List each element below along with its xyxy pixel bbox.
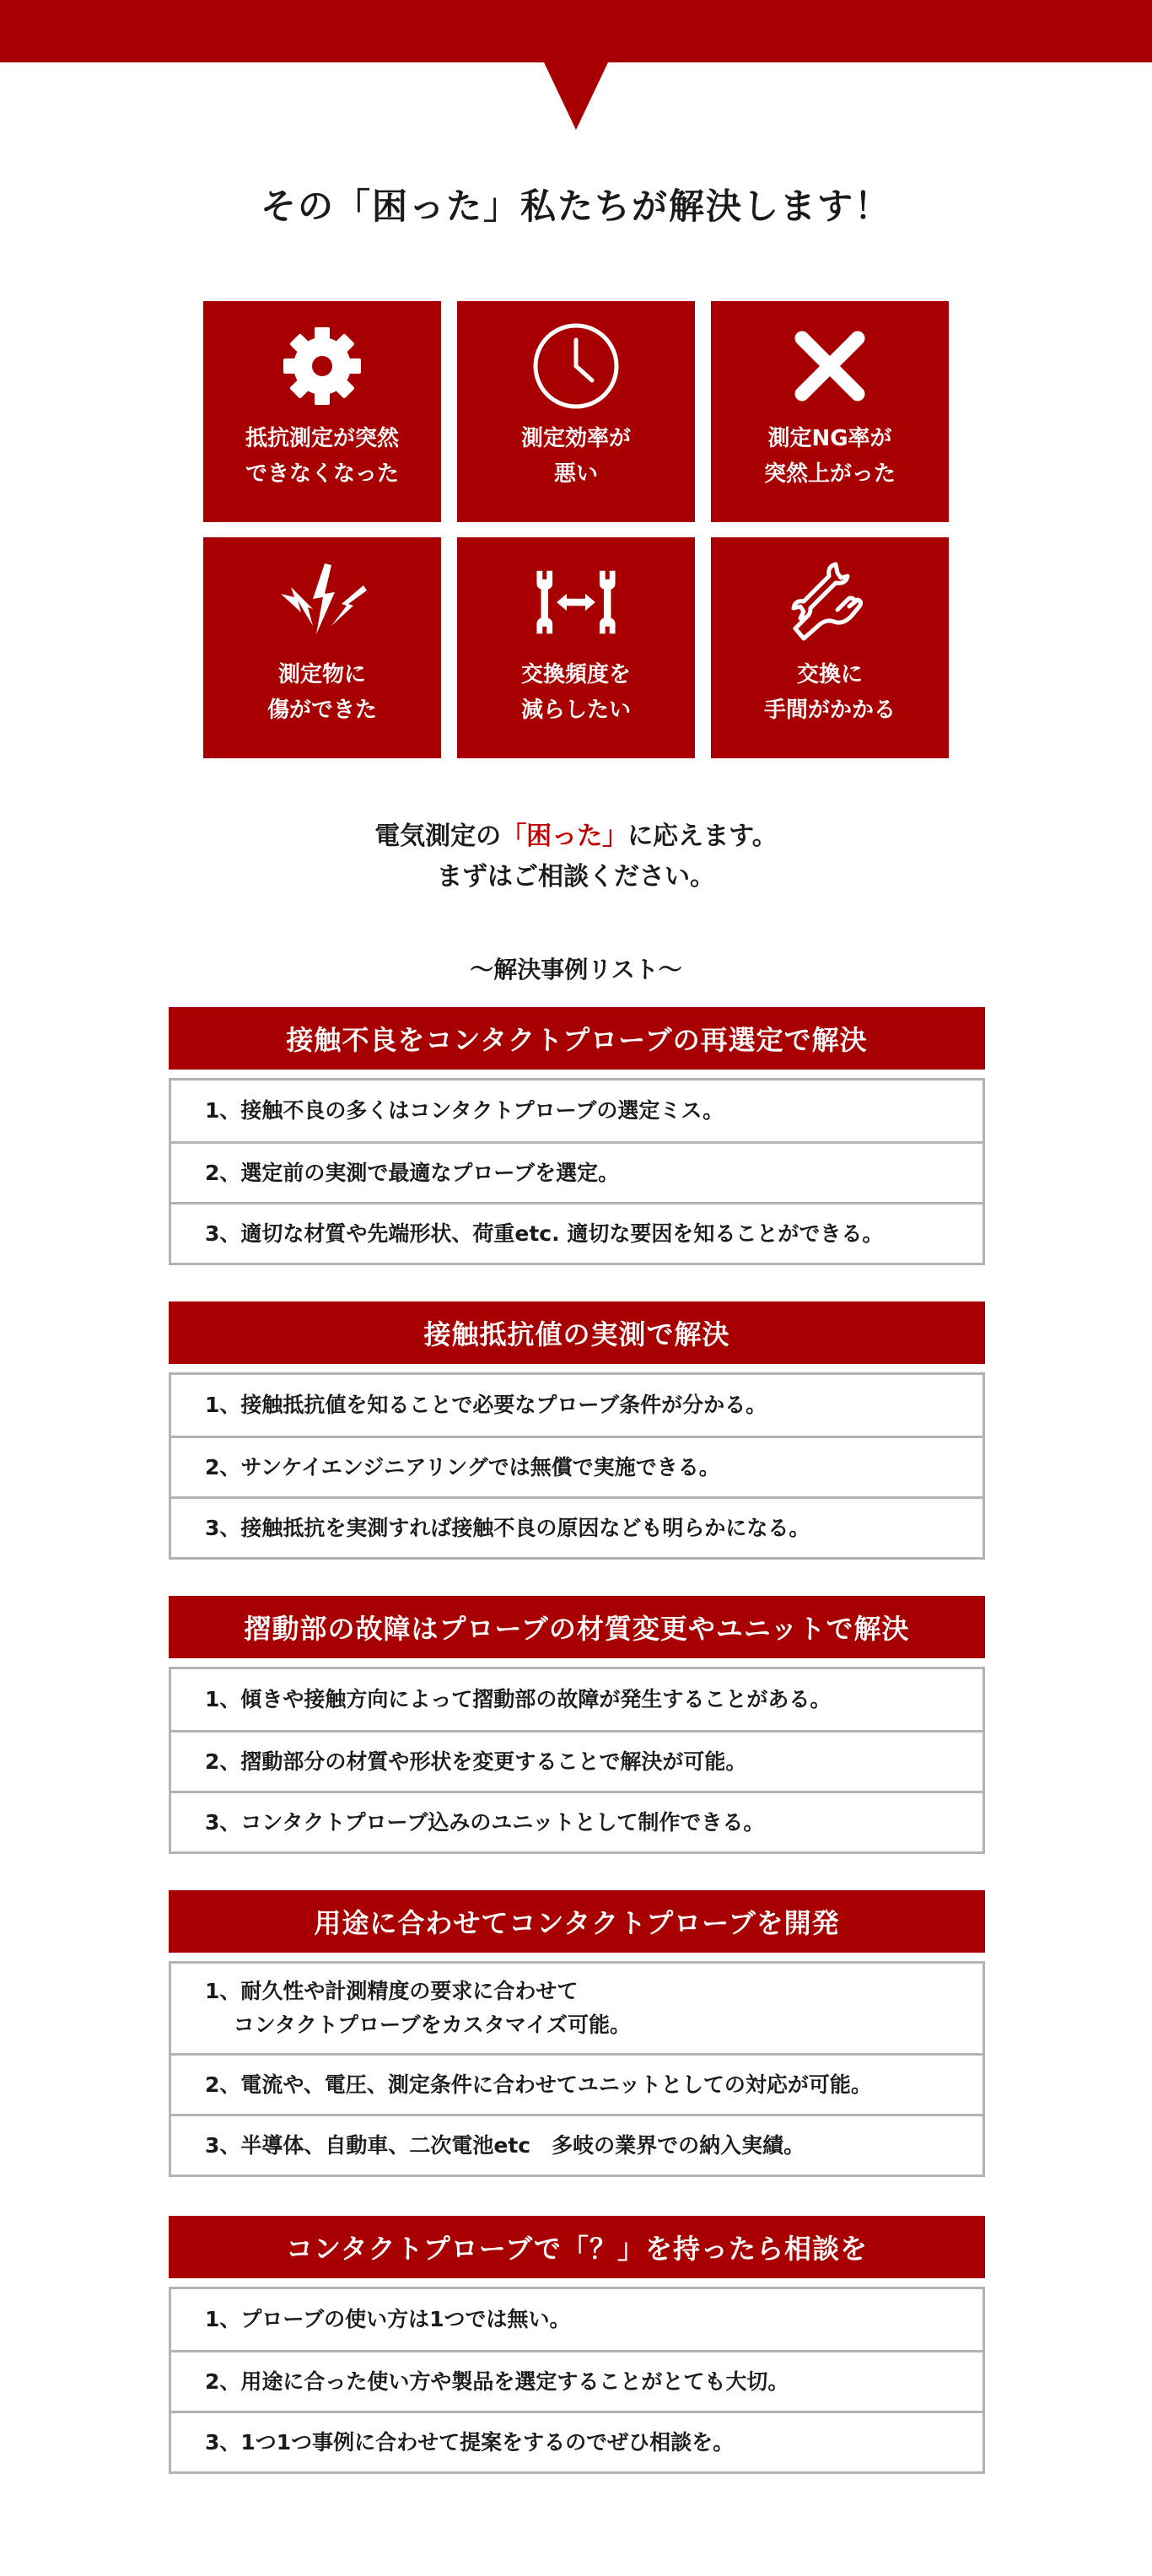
list-item: 1、耐久性や計測精度の要求に合わせて コンタクトプローブをカスタマイズ可能。 [205, 1979, 631, 2037]
problem-tile [203, 301, 441, 522]
intro-line-2: まずはご相談ください。 [437, 862, 715, 892]
wrench-swap-icon [530, 556, 622, 649]
problem-label: 交換頻度を 減らしたい [520, 662, 631, 723]
top-banner-bar [0, 0, 1152, 62]
problem-label: 測定効率が 悪い [520, 426, 631, 487]
problem-label: 測定NG率が 突然上がった [763, 426, 896, 487]
section-item-list [169, 1961, 985, 2177]
list-item: 1、接触抵抗値を知ることで必要なプローブ条件が分かる。 [205, 1393, 767, 1417]
case-section [169, 2216, 985, 2474]
section-banner: コンタクトプローブで「？」を持ったら相談を [169, 2216, 985, 2278]
list-item: 2、摺動部分の材質や形状を変更することで解決が可能。 [171, 1730, 982, 1791]
intro-text-after: に応えます。 [627, 822, 778, 851]
list-item: 1、プローブの使い方は1つでは無い。 [205, 2307, 571, 2331]
section-banner: 接触不良をコンタクトプローブの再選定で解決 [169, 1007, 985, 1070]
clock-icon [530, 320, 622, 412]
list-item: 1、接触不良の多くはコンタクトプローブの選定ミス。 [205, 1098, 724, 1123]
case-section [169, 1301, 985, 1560]
intro-line-1 [0, 816, 1152, 857]
problem-tile [711, 301, 949, 522]
list-item: 3、1つ1つ事例に合わせて提案をするのでぜひ相談を。 [171, 2411, 982, 2471]
list-item: 2、用途に合った使い方や製品を選定することがとても大切。 [171, 2350, 982, 2411]
section-item-list [169, 1372, 985, 1560]
list-item: 1、傾きや接触方向によって摺動部の故障が発生することがある。 [205, 1687, 832, 1711]
section-item-list [169, 1667, 985, 1854]
cross-icon [783, 320, 876, 412]
list-item: 2、サンケイエンジニアリングでは無償で実施できる。 [171, 1436, 982, 1496]
problem-tile [457, 537, 695, 758]
case-section [169, 1596, 985, 1854]
section-item-list [169, 2287, 985, 2474]
hand-wrench-icon [783, 556, 876, 649]
page-title: その「困った」私たちが解決します！ [260, 186, 891, 227]
section-banner: 用途に合わせてコンタクトプローブを開発 [169, 1890, 985, 1953]
section-banner: 接触抵抗値の実測で解決 [169, 1301, 985, 1364]
section-item-list [169, 1078, 985, 1265]
problem-label: 交換に 手間がかかる [763, 662, 896, 723]
list-item: 2、選定前の実測で最適なプローブを選定。 [171, 1141, 982, 1202]
problem-tile [457, 301, 695, 522]
list-item: 3、接触抵抗を実測すれば接触不良の原因なども明らかになる。 [171, 1496, 982, 1557]
case-section [169, 1890, 985, 2177]
case-section [169, 1007, 985, 1265]
problem-grid [203, 301, 949, 758]
lightning-icon [276, 556, 369, 649]
problem-tile [203, 537, 441, 758]
list-item: 3、半導体、自動車、二次電池etc 多岐の業界での納入実績。 [171, 2114, 982, 2175]
list-item: 2、電流や、電圧、測定条件に合わせてユニットとしての対応が可能。 [171, 2053, 982, 2114]
case-list-title: 〜解決事例リスト〜 [470, 956, 682, 984]
down-arrow-icon [544, 62, 608, 130]
intro-text-before: 電気測定の [374, 822, 502, 851]
problem-label: 測定物に 傷ができた [266, 662, 377, 723]
list-item: 3、適切な材質や先端形状、荷重etc. 適切な要因を知ることができる。 [171, 1202, 982, 1263]
section-banner: 摺動部の故障はプローブの材質変更やユニットで解決 [169, 1596, 985, 1658]
problem-tile [711, 537, 949, 758]
list-item: 3、コンタクトプローブ込みのユニットとして制作できる。 [171, 1791, 982, 1851]
intro-accent: 「困った」 [501, 822, 628, 851]
gear-icon [276, 320, 369, 412]
problem-label: 抵抗測定が突然 できなくなった [245, 426, 399, 487]
intro-text [0, 816, 1152, 897]
